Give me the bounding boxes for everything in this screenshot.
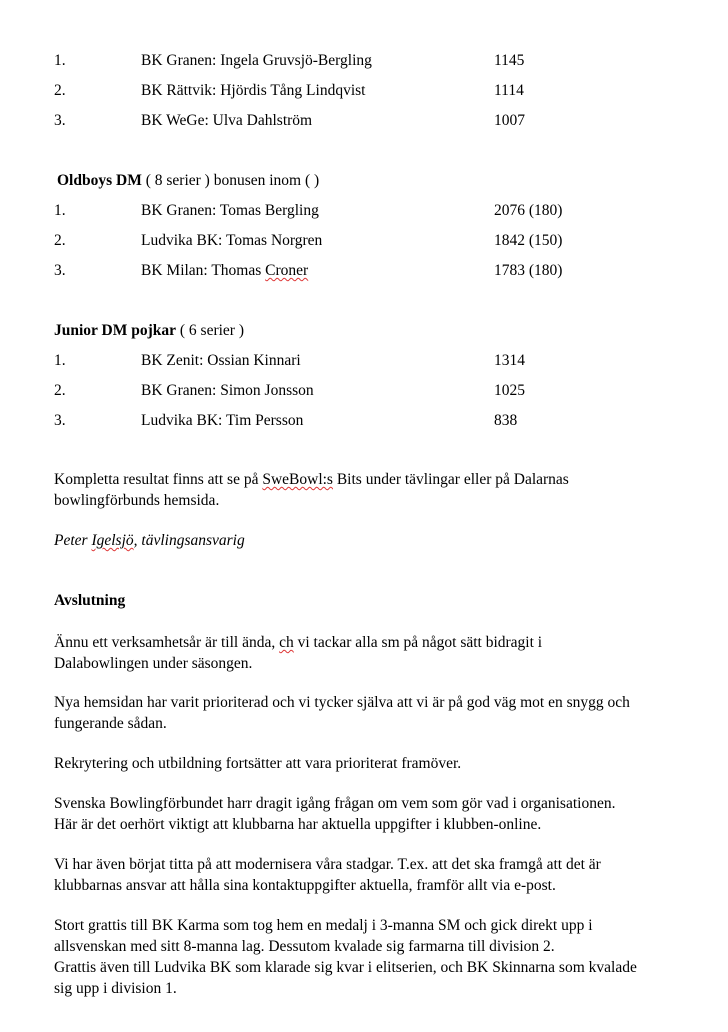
closing-paragraph [54, 854, 674, 896]
rank: 2. [54, 382, 66, 399]
player-name: Ludvika BK: Tim Persson [141, 412, 304, 429]
text: Kompletta resultat finns att se på [54, 471, 263, 488]
paragraph-line: allsvenskan med sitt 8-manna lag. Dessutom kvalade sig farmarna till division 2. [54, 938, 555, 955]
result-row [0, 232, 728, 254]
text: Peter [54, 532, 92, 549]
text: , tävlingsansvarig [133, 532, 245, 549]
paragraph-line: Dalabowlingen under säsongen. [54, 655, 253, 672]
closing-paragraph [54, 692, 674, 734]
score: 1145 [494, 52, 525, 69]
results-note-line [54, 469, 674, 490]
player-name: Ludvika BK: Tomas Norgren [141, 232, 323, 249]
result-row [0, 202, 728, 224]
paragraph-line: Nya hemsidan har varit prioriterad och vi tycker själva att vi är på god väg mot en snygg och [54, 694, 630, 711]
rank: 1. [54, 52, 66, 69]
name-text: BK Milan: Thomas [141, 262, 266, 279]
result-row [0, 262, 728, 284]
closing-paragraph [54, 753, 674, 774]
text: Ännu ett verksamhetsår är till ända, [54, 634, 280, 651]
paragraph-line: Rekrytering och utbildning fortsätter att vara prioriterat framöver. [54, 755, 462, 772]
rank: 3. [54, 412, 66, 429]
result-row [0, 112, 728, 134]
paragraph-line: fungerande sådan. [54, 715, 167, 732]
oldboys-subtitle: ( 8 serier ) bonusen inom ( ) [141, 172, 320, 189]
player-name: BK Zenit: Ossian Kinnari [141, 352, 301, 369]
spellcheck-flagged-word: SweBowl:s [262, 471, 333, 488]
result-row [0, 52, 728, 74]
score: 2076 (180) [494, 202, 563, 219]
rank: 1. [54, 352, 66, 369]
player-name: BK Rättvik: Hjördis Tång Lindqvist [141, 82, 366, 99]
rank: 2. [54, 82, 66, 99]
junior-title: Junior DM pojkar [54, 322, 177, 339]
player-name: BK Granen: Simon Jonsson [141, 382, 314, 399]
paragraph-line: sig upp i division 1. [54, 980, 177, 997]
paragraph-line: Stort grattis till BK Karma som tog hem en medalj i 3-manna SM och gick direkt upp i [54, 917, 593, 934]
result-row [0, 352, 728, 374]
rank: 1. [54, 202, 66, 219]
spellcheck-flagged-word: ch [279, 634, 294, 651]
score: 1025 [494, 382, 525, 399]
closing-paragraph [54, 632, 674, 674]
result-row [0, 412, 728, 434]
result-row [0, 382, 728, 404]
paragraph-line: Grattis även till Ludvika BK som klarade sig kvar i elitserien, och BK Skinnarna som kvalade [54, 959, 637, 976]
paragraph-line: klubbarnas ansvar att hålla sina kontaktuppgifter aktuella, framför allt via e-post. [54, 877, 556, 894]
paragraph-line: Svenska Bowlingförbundet harr dragit igång frågan om vem som gör vad i organisationen. [54, 795, 616, 812]
oldboys-title: Oldboys DM [57, 172, 142, 189]
score: 1007 [494, 112, 525, 129]
closing-heading [54, 592, 125, 610]
player-name [141, 262, 308, 280]
junior-heading [54, 322, 244, 340]
score: 838 [494, 412, 518, 429]
oldboys-heading [57, 172, 319, 190]
player-name: BK Granen: Ingela Gruvsjö-Bergling [141, 52, 372, 69]
text: Bits under tävlingar eller på Dalarnas [332, 471, 569, 488]
paragraph-line [54, 632, 674, 653]
spellcheck-flagged-word: Croner [265, 262, 309, 279]
results-note-line: bowlingförbunds hemsida. [54, 492, 220, 509]
player-name: BK Granen: Tomas Bergling [141, 202, 319, 219]
text: vi tackar alla sm på något sätt bidragit i [293, 634, 543, 651]
junior-subtitle: ( 6 serier ) [176, 322, 245, 339]
score: 1314 [494, 352, 525, 369]
score: 1783 (180) [494, 262, 563, 279]
score: 1114 [494, 82, 524, 99]
spellcheck-flagged-word: Igelsjö [91, 532, 134, 549]
signature-line [54, 530, 674, 551]
closing-paragraph [54, 793, 674, 835]
player-name: BK WeGe: Ulva Dahlström [141, 112, 313, 129]
results-note [54, 469, 674, 511]
result-row [0, 82, 728, 104]
closing-paragraph [54, 915, 674, 999]
score: 1842 (150) [494, 232, 563, 249]
paragraph-line: Vi har även börjat titta på att modernisera våra stadgar. T.ex. att det ska framgå att det är [54, 856, 601, 873]
rank: 3. [54, 262, 66, 279]
paragraph-line: Här är det oerhört viktigt att klubbarna har aktuella uppgifter i klubben-online. [54, 816, 542, 833]
signature [54, 530, 674, 551]
rank: 2. [54, 232, 66, 249]
closing-title: Avslutning [54, 592, 126, 609]
rank: 3. [54, 112, 66, 129]
